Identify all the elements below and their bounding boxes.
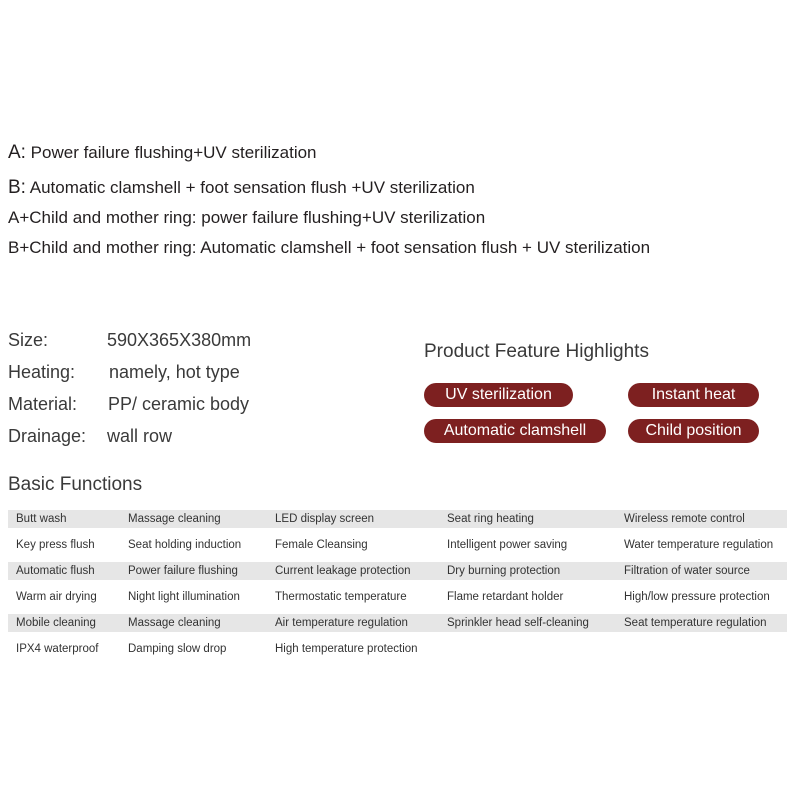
function-cell: High temperature protection xyxy=(275,643,418,655)
model-option-b-ring xyxy=(8,238,650,258)
function-cell: Flame retardant holder xyxy=(447,591,564,603)
spec-label-size: Size: xyxy=(8,330,49,350)
function-cell: Seat holding induction xyxy=(128,539,242,551)
function-cell: Female Cleansing xyxy=(275,539,368,551)
function-cell: Sprinkler head self-cleaning xyxy=(439,614,616,632)
model-key: B: xyxy=(8,177,26,198)
function-cell: Damping slow drop xyxy=(128,643,227,655)
table-row xyxy=(8,580,787,614)
spec-value-size: 590X365X380mm xyxy=(107,330,252,350)
feature-pill-automatic-clamshell: Automatic clamshell xyxy=(424,419,606,443)
feature-pill-uv-sterilization: UV sterilization xyxy=(424,383,573,407)
function-cell: Key press flush xyxy=(16,539,95,551)
function-cell: Seat ring heating xyxy=(439,510,616,528)
spec-label-material: Material: xyxy=(8,394,78,414)
function-cell: Seat temperature regulation xyxy=(616,614,787,632)
function-cell: Automatic flush xyxy=(8,562,120,580)
basic-functions-table xyxy=(8,510,787,666)
function-cell: Warm air drying xyxy=(16,591,97,603)
model-key: A: xyxy=(8,142,26,163)
basic-functions-title: Basic Functions xyxy=(8,474,143,495)
spec-label-drainage: Drainage: xyxy=(8,426,87,446)
feature-highlights-title: Product Feature Highlights xyxy=(424,341,649,362)
table-row xyxy=(8,510,787,528)
function-cell xyxy=(439,632,616,666)
function-cell: Massage cleaning xyxy=(120,614,267,632)
model-option-b xyxy=(8,177,475,199)
table-row xyxy=(8,632,787,666)
model-text: Power failure flushing+UV sterilization xyxy=(25,143,317,162)
table-row xyxy=(8,528,787,562)
function-cell: Intelligent power saving xyxy=(447,539,568,551)
model-option-a xyxy=(8,142,317,164)
feature-pill-child-position: Child position xyxy=(628,419,759,443)
function-cell: Butt wash xyxy=(8,510,120,528)
table-row xyxy=(8,562,787,580)
feature-pill-instant-heat: Instant heat xyxy=(628,383,759,407)
model-text: A+Child and mother ring: power failure flushing+UV sterilization xyxy=(8,208,486,227)
function-cell: Water temperature regulation xyxy=(624,539,774,551)
function-cell: LED display screen xyxy=(267,510,439,528)
function-cell: Air temperature regulation xyxy=(267,614,439,632)
function-cell: High/low pressure protection xyxy=(624,591,770,603)
table-row xyxy=(8,614,787,632)
function-cell: Dry burning protection xyxy=(439,562,616,580)
function-cell: Wireless remote control xyxy=(616,510,787,528)
function-cell: Current leakage protection xyxy=(267,562,439,580)
function-cell: IPX4 waterproof xyxy=(16,643,99,655)
spec-value-material: PP/ ceramic body xyxy=(108,394,250,414)
model-option-a-ring xyxy=(8,208,485,228)
model-text: B+Child and mother ring: Automatic clamshell + foot sensation flush + UV sterilization xyxy=(8,238,651,257)
spec-value-drainage: wall row xyxy=(107,426,173,446)
model-text: Automatic clamshell + foot sensation flush +UV sterilization xyxy=(25,178,475,197)
spec-label-heating: Heating: xyxy=(8,362,76,382)
spec-value-heating: namely, hot type xyxy=(109,362,240,382)
function-cell: Mobile cleaning xyxy=(8,614,120,632)
function-cell: Massage cleaning xyxy=(120,510,267,528)
function-cell: Thermostatic temperature xyxy=(275,591,407,603)
function-cell xyxy=(616,632,787,666)
function-cell: Night light illumination xyxy=(128,591,240,603)
function-cell: Power failure flushing xyxy=(120,562,267,580)
function-cell: Filtration of water source xyxy=(616,562,787,580)
